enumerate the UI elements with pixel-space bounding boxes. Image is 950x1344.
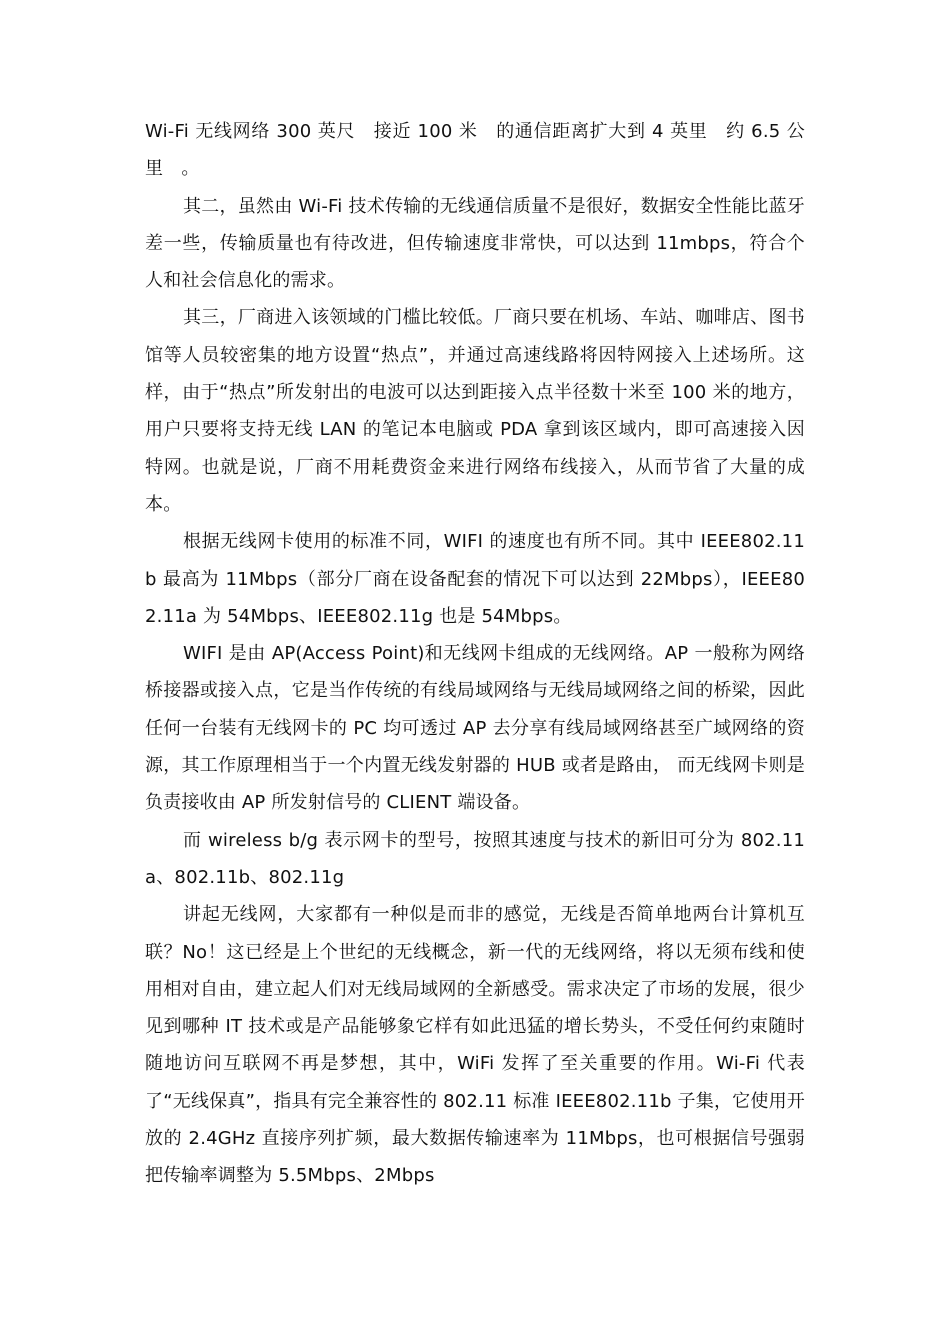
paragraph-7: 讲起无线网，大家都有一种似是而非的感觉，无线是否简单地两台计算机互联？No！这已经是上个世纪的无线概念，新一代的无线网络，将以无须布线和使用相对自由，建立起人们对无线局域网的全新感受。需求决定了市场的发展，很少见到哪种 IT 技术或是产品能够象它样有如此迅猛的增长势头，不受任何约束随时随地访问互联网不再是梦想，其中，WiFi 发挥了至关重要的作用。Wi-Fi 代表了“无线保真”，指具有完全兼容性的 802.11 标准 IEEE802.11b 子集，它使用开放的 2.4GHz 直接序列扩频，最大数据传输速率为 11Mbps，也可根据信号强弱把传输率调整为 5.5Mbps、2Mbps bbox=[145, 904, 805, 1187]
document-body bbox=[145, 113, 805, 1195]
paragraph-4: 根据无线网卡使用的标准不同，WIFI 的速度也有所不同。其中 IEEE802.11b 最高为 11Mbps（部分厂商在设备配套的情况下可以达到 22Mbps），IEEE802.11a 为 54Mbps、IEEE802.11g 也是 54Mbps。 bbox=[145, 531, 805, 627]
paragraph-5: WIFI 是由 AP(Access Point)和无线网卡组成的无线网络。AP 一般称为网络桥接器或接入点，它是当作传统的有线局域网络与无线局域网络之间的桥梁，因此任何一台装有无线网卡的 PC 均可透过 AP 去分享有线局域网络甚至广域网络的资源，其工作原理相当于一个内置无线发射器的 HUB 或者是路由， 而无线网卡则是负责接收由 AP 所发射信号的 CLIENT 端设备。 bbox=[145, 643, 805, 814]
paragraph-1: Wi-Fi 无线网络 300 英尺 接近 100 米 的通信距离扩大到 4 英里 约 6.5 公里 。 bbox=[145, 121, 805, 180]
paragraph-6: 而 wireless b/g 表示网卡的型号，按照其速度与技术的新旧可分为 802.11a、802.11b、802.11g bbox=[145, 829, 805, 888]
paragraph-3: 其三，厂商进入该领域的门槛比较低。厂商只要在机场、车站、咖啡店、图书馆等人员较密集的地方设置“热点”，并通过高速线路将因特网接入上述场所。这样，由于“热点”所发射出的电波可以达到距接入点半径数十米至 100 米的地方，用户只要将支持无线 LAN 的笔记本电脑或 PDA 拿到该区域内，即可高速接入因特网。也就是说，厂商不用耗费资金来进行网络布线接入，从而节省了大量的成本。 bbox=[145, 307, 805, 515]
paragraph-2: 其二，虽然由 Wi-Fi 技术传输的无线通信质量不是很好，数据安全性能比蓝牙差一些，传输质量也有待改进，但传输速度非常快，可以达到 11mbps，符合个人和社会信息化的需求。 bbox=[145, 195, 805, 292]
